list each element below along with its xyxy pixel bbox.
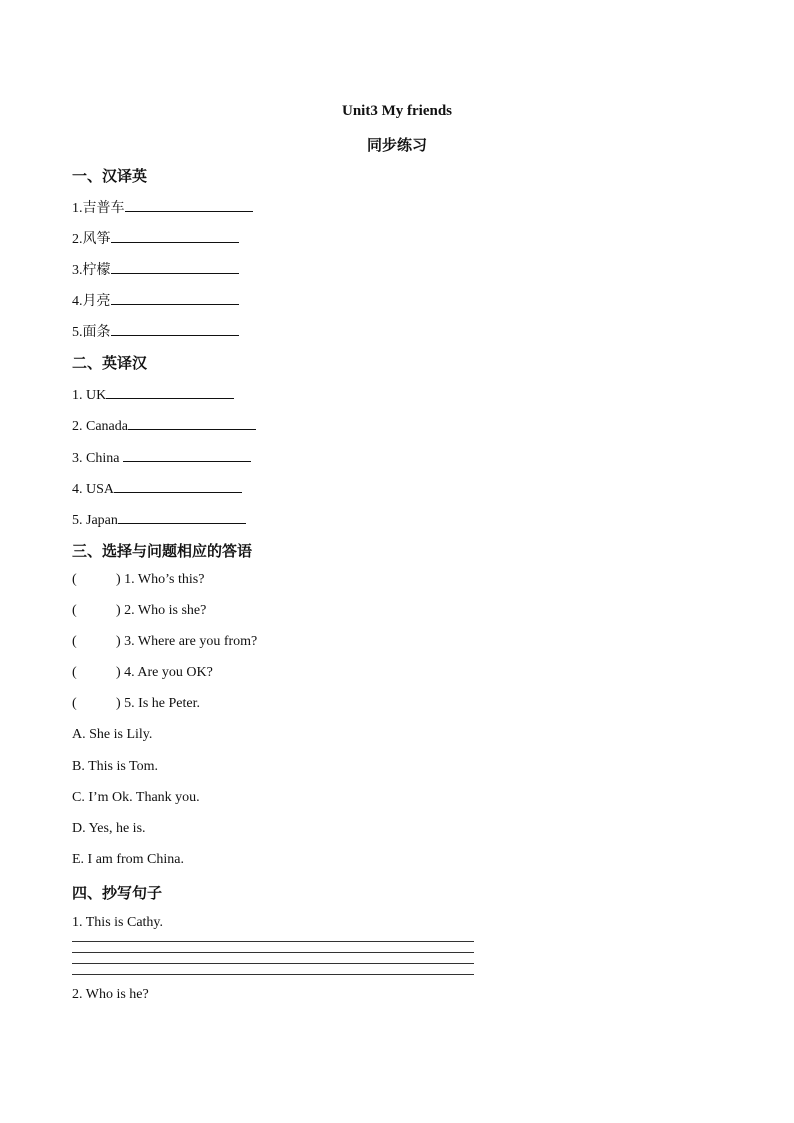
s2-item-5 bbox=[72, 509, 246, 529]
s1-item-4 bbox=[72, 290, 239, 310]
answer-blank[interactable] bbox=[111, 259, 239, 274]
s3-question-5 bbox=[72, 696, 200, 712]
s1-item-1-text: 吉普车 bbox=[82, 200, 125, 216]
s2-item-2 bbox=[72, 415, 256, 435]
s1-item-3-num: 3. bbox=[72, 263, 83, 278]
answer-paren-close: ) bbox=[116, 696, 121, 711]
section-4-heading: 四、抄写句子 bbox=[72, 884, 163, 902]
answer-paren-close: ) bbox=[116, 665, 121, 680]
answer-blank[interactable] bbox=[114, 478, 242, 493]
s1-item-3 bbox=[72, 259, 239, 279]
s1-item-2 bbox=[72, 228, 239, 248]
answer-paren-open[interactable]: ( bbox=[72, 696, 77, 711]
answer-paren-close: ) bbox=[116, 634, 121, 649]
s2-item-2-num: 2. bbox=[72, 419, 83, 434]
s1-item-1-num: 1. bbox=[72, 201, 83, 216]
answer-blank[interactable] bbox=[111, 228, 239, 243]
writing-line[interactable] bbox=[72, 941, 474, 942]
s1-item-1 bbox=[72, 197, 253, 217]
s3-question-3 bbox=[72, 634, 257, 650]
answer-blank[interactable] bbox=[111, 321, 239, 336]
page-title: Unit3 My friends bbox=[342, 103, 452, 119]
s3-option-b: B. This is Tom. bbox=[72, 759, 159, 774]
section-3-heading: 三、选择与问题相应的答语 bbox=[72, 542, 253, 560]
s2-item-3 bbox=[72, 447, 251, 467]
s3-question-4-text: 4. Are you OK? bbox=[124, 665, 213, 680]
s2-item-3-num: 3. bbox=[72, 451, 83, 466]
s4-item-1: 1. This is Cathy. bbox=[72, 915, 164, 930]
s2-item-3-text: China bbox=[86, 451, 120, 466]
s1-item-4-num: 4. bbox=[72, 294, 83, 309]
answer-blank[interactable] bbox=[118, 509, 246, 524]
answer-blank[interactable] bbox=[128, 415, 256, 430]
s3-question-1-text: 1. Who’s this? bbox=[124, 572, 205, 587]
s2-item-1 bbox=[72, 384, 234, 404]
s2-item-4 bbox=[72, 478, 242, 498]
answer-blank[interactable] bbox=[111, 290, 239, 305]
s1-item-5-num: 5. bbox=[72, 325, 83, 340]
page-subtitle: 同步练习 bbox=[366, 138, 427, 154]
s4-item-2: 2. Who is he? bbox=[72, 987, 149, 1002]
s1-item-5 bbox=[72, 321, 239, 341]
section-2-heading: 二、英译汉 bbox=[72, 354, 148, 372]
answer-blank[interactable] bbox=[125, 197, 253, 212]
s2-item-4-num: 4. bbox=[72, 482, 83, 497]
s1-item-5-text: 面条 bbox=[82, 324, 111, 340]
answer-blank[interactable] bbox=[123, 447, 251, 462]
writing-line[interactable] bbox=[72, 952, 474, 953]
answer-paren-close: ) bbox=[116, 603, 121, 618]
writing-line[interactable] bbox=[72, 963, 474, 964]
s2-item-5-text: Japan bbox=[86, 513, 118, 528]
answer-paren-open[interactable]: ( bbox=[72, 634, 77, 649]
s1-item-3-text: 柠檬 bbox=[82, 262, 111, 278]
s1-item-4-text: 月亮 bbox=[82, 293, 111, 309]
s3-question-5-text: 5. Is he Peter. bbox=[124, 696, 200, 711]
s2-item-5-num: 5. bbox=[72, 513, 83, 528]
s2-item-2-text: Canada bbox=[86, 419, 128, 434]
s3-question-2-text: 2. Who is she? bbox=[124, 603, 207, 618]
s2-item-1-text: UK bbox=[86, 388, 107, 403]
answer-paren-open[interactable]: ( bbox=[72, 603, 77, 618]
answer-paren-open[interactable]: ( bbox=[72, 665, 77, 680]
section-1-heading: 一、汉译英 bbox=[72, 167, 148, 185]
s2-item-4-text: USA bbox=[86, 482, 115, 497]
answer-blank[interactable] bbox=[106, 384, 234, 399]
s3-question-2 bbox=[72, 603, 206, 619]
writing-line[interactable] bbox=[72, 974, 474, 975]
answer-paren-open[interactable]: ( bbox=[72, 572, 77, 587]
s1-item-2-text: 风筝 bbox=[82, 231, 111, 247]
s2-item-1-num: 1. bbox=[72, 388, 83, 403]
s3-option-a: A. She is Lily. bbox=[72, 727, 153, 742]
s3-question-1 bbox=[72, 572, 204, 588]
s3-question-4 bbox=[72, 665, 213, 681]
answer-paren-close: ) bbox=[116, 572, 121, 587]
s1-item-2-num: 2. bbox=[72, 232, 83, 247]
s3-option-e: E. I am from China. bbox=[72, 852, 184, 867]
s3-option-d: D. Yes, he is. bbox=[72, 821, 146, 836]
s3-option-c: C. I’m Ok. Thank you. bbox=[72, 790, 200, 805]
s3-question-3-text: 3. Where are you from? bbox=[124, 634, 258, 649]
